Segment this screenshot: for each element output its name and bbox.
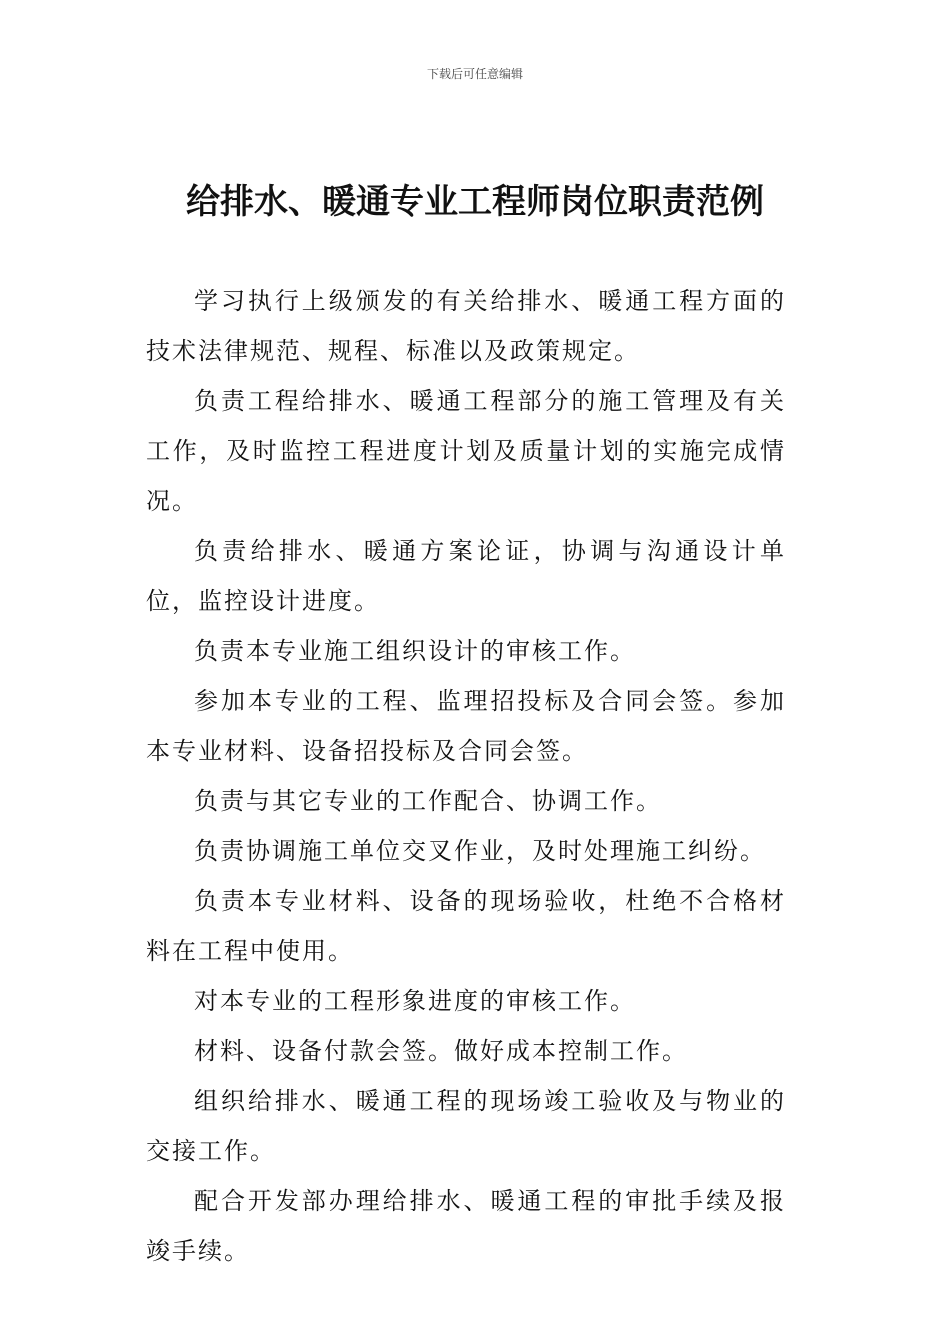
paragraph-7: 负责协调施工单位交叉作业，及时处理施工纠纷。 [194, 837, 766, 865]
paragraph-10: 材料、设备付款会签。做好成本控制工作。 [194, 1037, 688, 1065]
paragraph-3: 负责给排水、暖通方案论证，协调与沟通设计单位，监控设计进度。 [146, 537, 786, 615]
paragraph-2: 负责工程给排水、暖通工程部分的施工管理及有关工作，及时监控工程进度计划及质量计划的实施完成情况。 [146, 387, 786, 515]
paragraph-12: 配合开发部办理给排水、暖通工程的审批手续及报竣手续。 [146, 1187, 786, 1265]
document-title: 给排水、暖通专业工程师岗位职责范例 [186, 182, 764, 222]
paragraph-4: 负责本专业施工组织设计的审核工作。 [194, 637, 636, 665]
paragraph-9: 对本专业的工程形象进度的审核工作。 [194, 987, 636, 1015]
paragraph-11: 组织给排水、暖通工程的现场竣工验收及与物业的交接工作。 [146, 1087, 786, 1165]
paragraph-6: 负责与其它专业的工作配合、协调工作。 [194, 787, 662, 815]
paragraph-8: 负责本专业材料、设备的现场验收，杜绝不合格材料在工程中使用。 [146, 887, 786, 965]
paragraph-1: 学习执行上级颁发的有关给排水、暖通工程方面的技术法律规范、规程、标准以及政策规定。 [146, 287, 786, 365]
document-body [146, 276, 786, 1276]
paragraph-5: 参加本专业的工程、监理招投标及合同会签。参加本专业材料、设备招投标及合同会签。 [146, 687, 786, 765]
page-header-note: 下载后可任意编辑 [426, 67, 523, 81]
